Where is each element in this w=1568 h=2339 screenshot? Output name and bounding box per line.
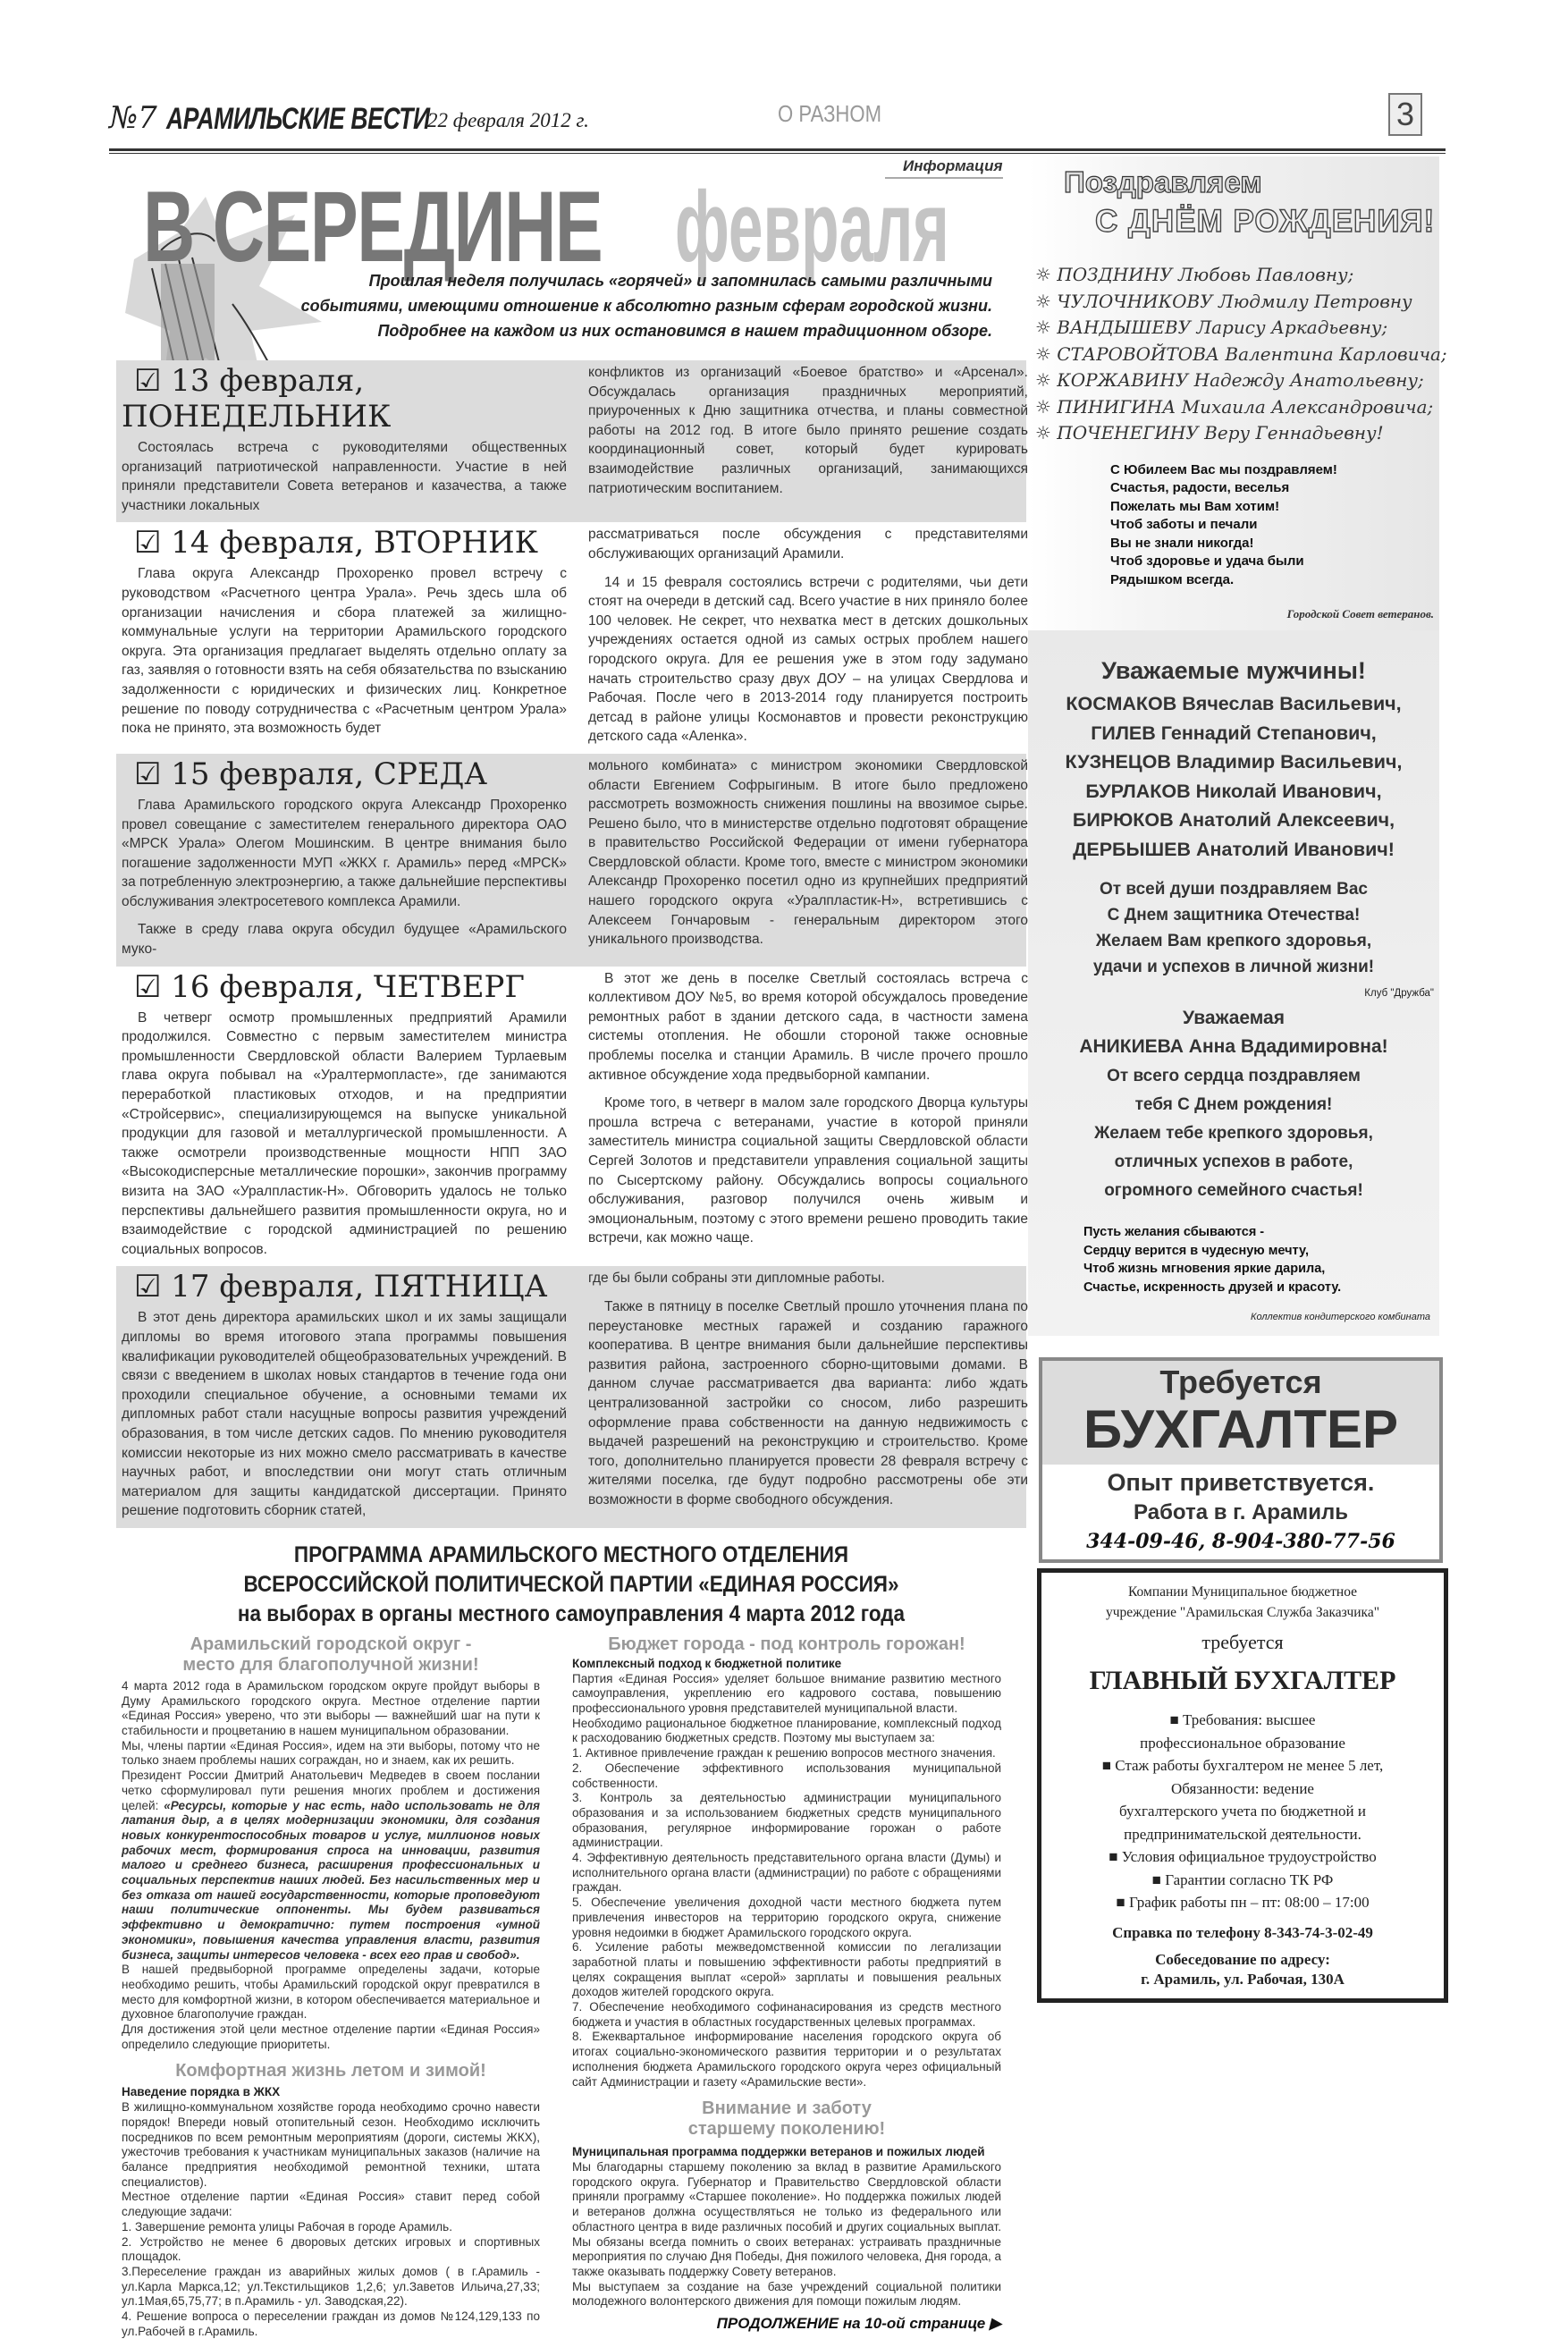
article-title-accent: февраля [675, 171, 949, 283]
paragraph: 4. Эффективную деятельность представительного органа власти (Думы) и исполнительного органа власти (администрации) по работе с обращениями граждан. [572, 1851, 1001, 1895]
text-block [122, 1308, 567, 1521]
quote-intro: Президент России Дмитрий Анатольевич Медведев в своем послании четко сформулировал пути решения многих проблем и достижения целей: [122, 1769, 540, 1812]
text-block [588, 756, 1028, 950]
paragraph: Также в среду глава округа обсудил будущее «Арамильского муко- [122, 922, 567, 958]
right-column [1028, 156, 1448, 2003]
detail-line: ■ Условия официальное трудоустройство [1109, 1848, 1377, 1865]
paragraph: В этот же день в поселке Светлый состоялась встреча с коллективом ДОУ №5, во время которой обсуждалось проведение ремонтных работ в здании детского сада, в частности замена системы отопления. Не обошли стороной также основные проблемы поселка и станции Арамиль. В числе прочего прошло активное обсуждение хода предвыборной кампании. [588, 970, 1028, 1083]
wish-line: От всей души поздравляем Вас [1100, 880, 1368, 899]
subheading: Бюджет города - под контроль горожан! [608, 1634, 965, 1654]
poem-line: Сердцу верится в чудесную мечту, [1083, 1243, 1310, 1258]
paragraph: Мы выступаем за создание на базе учреждений социальной политики молодежного волонтерского движения для помощи пожилым людям. [572, 2279, 1001, 2309]
text-block [572, 1672, 1001, 2090]
day-heading: ☑ 14 февраля, ВТОРНИК [134, 525, 538, 562]
address-line: Собеседование по адресу: [1155, 1950, 1330, 1968]
text-block [1083, 1223, 1439, 1296]
text-block [588, 969, 1028, 1248]
company-line: учреждение "Арамильская Служба Заказчика" [1105, 1605, 1380, 1620]
poem-line: Пожелать мы Вам хотим! [1110, 498, 1280, 514]
name-item: ДЕРБЫШЕВ Анатолий Иванович! [1073, 838, 1395, 860]
paragraph: Глава округа Александр Прохоренко провел встречу с руководством «Расчетного центра Урала». Речь здесь шла об организации начисления и сбора платежей за жилищно-коммунальные услуги на территории Арамильского городского округа. Эта организация предлагает выделять отдельно оплату за газ, заявляя о готовности взять на себя обязательства по взысканию задолженности с юридических и физических лиц. Конкретное решение по поводу сотрудничества с «Расчетным центром Урала» пока не принято, эта возможность будет [122, 566, 567, 737]
intro-line: Прошлая неделя получилась «горячей» и запомнилась самыми различными [368, 272, 992, 290]
name-item: ☼ ПИНИГИНА Михаила Александровича; [1035, 395, 1434, 418]
paragraph: конфликтов из организаций «Боевое братство» и «Арсенал». Обсуждалась организация праздничных мероприятий, приуроченных к Дню защитника отчества, и планы совместной работы на 2012 год. В итоге было принято решение создать координационный совет, который будет курировать взаимодействие различных организаций, занимающихся патриотическим воспитанием. [588, 365, 1028, 496]
program-left-column [122, 1634, 540, 2339]
poem-line: Пусть желания сбываются - [1083, 1225, 1265, 1239]
page-number: 3 [1388, 93, 1422, 136]
detail-line: предпринимательской деятельности. [1124, 1825, 1361, 1843]
ad-position: ГЛАВНЫЙ БУХГАЛТЕР [1089, 1666, 1396, 1695]
paragraph: В четверг осмотр промышленных предприятий Арамили продолжился. Совместно с первым заместителем министра промышленности Свердловской области Валерием Турлаевым глава округа побывал на «Уралтермопласте», где занимаются переработкой пластиковых отходов, и на предприятии «Стройсервис», специализирующемся на выпуске уникальной продукции для газовой и металлургической промышленности. А также осмотрели производственные мощности НПП ЗАО «Высокодисперсные металлические порошки», закончив программу визита на ЗАО «Уралпластик-Н». Обговорить удалось не только перспективы дальнейшего развития промышленности округа, но и взаимодействие с городской администрацией по решению социальных вопросов. [122, 1009, 567, 1257]
text-block [122, 564, 567, 738]
program-title [129, 1541, 1014, 1629]
text-block [1028, 876, 1439, 980]
program-title-line: ПРОГРАММА АРАМИЛЬСКОГО МЕСТНОГО ОТДЕЛЕНИЯ [293, 1541, 849, 1567]
paragraph: В этот день директора арамильских школ и их замы защищали дипломы во время итогового этапа программы повышения квалификации руководителей общеобразовательных учреждений. В связи с введением в школах новых стандартов в течение года они проходили специальное обучение, а основными темами их дипломных работ стали насущные вопросы развития учреждений образования, в том числе детских садов. По мнению руководителя комиссии некоторые из них можно смело рассматривать в качестве научных работ, и впоследствии они могут стать отличным материалом для защиты кандидатской диссертации. Принято решение подготовить сборник статей, [122, 1310, 567, 1519]
day-heading: ☑ 15 февраля, СРЕДА [134, 756, 488, 792]
paragraph: рассматриваться после обсуждения с представителями обслуживающих организаций Арамили. [588, 527, 1028, 562]
text-block [122, 1009, 567, 1260]
paragraph: 8. Ежеквартальное информирование населения городского округа об итогах социально-экономического развития территории и о результатах исполнения бюджета Арамильского городского округа через официальный сайт Администрации и газету «Арамильские вести». [572, 2030, 1001, 2089]
name-item: КОСМАКОВ Вячеслав Васильевич, [1066, 693, 1402, 714]
ad-location: Работа в г. Арамиль [1134, 1500, 1348, 1524]
day-section-wednesday [116, 754, 1026, 967]
paragraph: В нашей предвыборной программе определены задачи, которые необходимо решить, чтобы Арамильский городской округ превратился в место для комфортной жизни, в котором обеспечивается материальное и духовное благополучие граждан. [122, 1963, 540, 2022]
article-intro [250, 268, 992, 343]
day-section-monday [116, 360, 1026, 522]
name-item: БУРЛАКОВ Николай Иванович, [1085, 780, 1382, 802]
name-item: ☼ СТАРОВОЙТОВА Валентина Карловича; [1035, 342, 1447, 365]
name-item: ☼ ПОЗДНИНУ Любовь Павловну; [1035, 264, 1354, 285]
poem-line: Чтоб заботы и печали [1110, 517, 1258, 532]
poem-line: Вы не знали никогда! [1110, 535, 1254, 551]
signature: Городской Совет ветеранов. [1286, 607, 1434, 621]
day-heading: ☑ 13 февраля, [134, 363, 365, 399]
paragraph: 3. Контроль за деятельностью администрации муниципального образования и за использованием бюджетных средств муниципального образования, регулярное информирование горожан о работе администрации. [572, 1791, 1001, 1850]
subheading: Арамильский городской округ - [190, 1634, 472, 1654]
paragraph: 3.Переселение граждан из аварийных жилых домов ( в г.Арамиль - ул.Карла Маркса,12; ул.Текстильщиков 1,2,6; ул.Заветов Ильича,27,33; ул.1Мая,65,75,77; в п.Арамиль - ул. Заводская,22). [122, 2264, 540, 2309]
text-block [122, 796, 567, 959]
text-block [122, 438, 567, 515]
newspaper-name: АРАМИЛЬСКИЕ ВЕСТИ [166, 102, 430, 136]
text-block [1041, 1950, 1444, 1989]
paragraph: 6. Усиление работы межведомственной комиссии по легализации заработной платы и повышению эффективности работы предприятий в целях сокращения выплат «серой» зарплаты и повышения реальных доходов жителей городского округа. [572, 1940, 1001, 1999]
detail-line: ■ Стаж работы бухгалтером не менее 5 лет, [1101, 1757, 1384, 1774]
job-ad-chief-accountant [1037, 1568, 1448, 2003]
issue-number: №7 [109, 100, 157, 136]
text-block [122, 1679, 540, 1769]
wish-line: С Днем защитника Отечества! [1107, 906, 1361, 925]
ad-phone: Справка по телефону 8-343-74-3-02-49 [1112, 1923, 1373, 1941]
subheading: старшему поколению! [687, 2119, 886, 2140]
paragraph: Состоялась встреча с руководителями общественных организаций патриотической направленности. Участие в ней приняли представители Совета ветеранов и казачества, а также участники локальных [122, 440, 567, 513]
text-block [122, 2100, 540, 2339]
ad-position: БУХГАЛТЕР [1083, 1399, 1399, 1459]
bold-heading: Наведение порядка в ЖКХ [122, 2085, 281, 2099]
ad-required: требуется [1201, 1631, 1284, 1653]
name-item: КУЗНЕЦОВ Владимир Васильевич, [1065, 751, 1403, 773]
paragraph: 4 марта 2012 года в Арамильском городском округе пройдут выборы в Думу Арамильского городского округа. Местное отделение партии «Единая Россия» уверено, что эти выборы — важнейший шаг на пути к стабильности и процветанию в нашем муниципальном образовании. [122, 1678, 540, 1738]
text-block [1041, 1582, 1444, 1623]
text-block [588, 1269, 1028, 1509]
paragraph: Местное отделение партии «Единая Россия» ставит перед собой следующие задачи: [122, 2190, 540, 2219]
paragraph: Партия «Единая Россия» уделяет большое внимание развитию местного самоуправления, укреплению его кадрового состава, повышению профессионального уровня представителей муниципальной власти. [572, 1671, 1001, 1716]
bold-heading: Муниципальная программа поддержки ветеранов и пожилых людей [572, 2145, 985, 2159]
day-section-friday [116, 1266, 1026, 1528]
poem-line: С Юбилеем Вас мы поздравляем! [1110, 461, 1337, 477]
text-block [1110, 461, 1439, 590]
company-line: Компании Муниципальное бюджетное [1127, 1584, 1358, 1600]
bold-heading: Комплексный подход к бюджетной политике [572, 1656, 842, 1670]
greeting-title: Уважаемая [1183, 1008, 1285, 1028]
name-item: ГИЛЕВ Геннадий Степанович, [1091, 722, 1377, 744]
subheading: место для благополучной жизни! [182, 1654, 479, 1675]
paragraph: Для достижения этой цели местное отделение партии «Единая Россия» определило следующие приоритеты. [122, 2022, 540, 2051]
defender-day-greetings [1028, 630, 1439, 1336]
detail-line: ■ Гарантии согласно ТК РФ [1151, 1870, 1334, 1888]
day-heading: ☑ 17 февраля, ПЯТНИЦА [134, 1269, 548, 1305]
paragraph: Глава Арамильского городского округа Александр Прохоренко провел совещание с заместителем генерального директора ОАО «МРСК Урала» Олегом Мошинским. В центре внимания было погашение задолженности МУП «ЖКХ г. Арамиль» перед «МРСК» за потребленную электроэнергию, а также дальнейшие перспективы обслуживания электросетевого комплекса Арамили. [122, 797, 567, 909]
paragraph: 7. Обеспечение необходимого софинанасирования из средств местного бюджета и участия в областных государственных целевых программах. [572, 2000, 1001, 2029]
paragraph: где бы были собраны эти дипломные работы. [588, 1271, 885, 1287]
wish-line: От всего сердца поздравляем [1107, 1067, 1361, 1085]
program-title-line: на выборах в органы местного самоуправления 4 марта 2012 года [237, 1600, 906, 1626]
article-title-main: В СЕРЕДИНЕ [143, 171, 603, 283]
paragraph: Также в пятницу в поселке Светлый прошло уточнения плана по переустановке местных гаражей и созданию гаражного кооператива. В центре внимания были дальнейшие перспективы развития района, застроенного сборно-щитовыми домами. В данном случае рассматривается два варианта: либо ждать централизованной застройки со сносом, либо разрешить оформление права собственности на данную недвижимость с выдачей разрешений на реконструкцию и строительство. Кроме того, дополнительно планируется провести 28 февраля встречу с жителями поселка, где будут подробно рассмотрены обе эти возможности в форме свободного обсуждения. [588, 1298, 1028, 1507]
wish-line: Желаем Вам крепкого здоровья, [1095, 932, 1372, 950]
wish-line: удачи и успехов в личной жизни! [1092, 958, 1375, 976]
text-block [1041, 1709, 1444, 1914]
birthday-greetings [1028, 156, 1447, 630]
paragraph: 1. Активное привлечение граждан к решению вопросов местного значения. [572, 1746, 996, 1761]
text-block [588, 363, 1028, 498]
wish-line: огромного семейного счастья! [1104, 1181, 1363, 1200]
paragraph: 14 и 15 февраля состоялись встречи с родителями, чьи дети стоят на очереди в детский сад. Всего участие в них приняло более 100 человек. Не секрет, что нехватка мест в детских дошкольных учреждениях остается одной из самых острых проблем нашего городского округа. Для ее решения уже в этом году задумано начать строительство сразу двух ДОУ – на улицах Свердлова и Рабочая. После чего в 2013-2014 году планируется построить детсад в районе улицы Космонавтов и провести реконструкцию детского сада «Аленка». [588, 574, 1028, 745]
detail-line: Обязанности: ведение [1171, 1779, 1314, 1797]
paragraph: 4. Решение вопроса о переселении граждан из домов №124,129,133 по ул.Рабочей в г.Арамиль. [122, 2309, 540, 2338]
program-title-line: ВСЕРОССИЙСКОЙ ПОЛИТИЧЕСКОЙ ПАРТИИ «ЕДИНАЯ РОССИЯ» [243, 1571, 899, 1597]
paragraph: 1. Завершение ремонта улицы Рабочая в городе Арамиль. [122, 2219, 452, 2233]
name-item: ☼ ЧУЛОЧНИКОВУ Людмилу Петровну [1035, 290, 1412, 312]
issue-date: 22 февраля 2012 г. [427, 109, 589, 131]
detail-line: ■ График работы пн – пт: 08:00 – 17:00 [1116, 1894, 1370, 1911]
ad-experience: Опыт приветствуется. [1107, 1469, 1375, 1496]
greeting-title: Уважаемые мужчины! [1101, 657, 1366, 684]
text-block [122, 1963, 540, 2052]
program-right-column [572, 1634, 1001, 2339]
poem-line: Счастье, искренность друзей и красоту. [1083, 1279, 1342, 1295]
day-heading: ☑ 16 февраля, ЧЕТВЕРГ [134, 968, 525, 1005]
wish-line: отличных успехов в работе, [1114, 1153, 1353, 1171]
name-item: ☼ ПОЧЕНЕГИНУ Веру Геннадьевну! [1035, 422, 1384, 443]
paragraph: мольного комбината» с министром экономики Свердловской области Евгением Софрыгиным. В итоге было предложено рассмотреть возможность снижения пошлины на ввозимое сырье. Решено было, что в министерстве отдельно подготовят обращение в правительство Российской Федерации от имени губернатора Свердловской области. Кроме того, вместе с министром экономики Александр Прохоренко посетил одно из крупнейших предприятий нашего городского округа «Уралпластик-Н», встретившись с Алексеем Гончаровым - генеральным директором этого уникального производства. [588, 757, 1028, 948]
detail-line: бухгалтерского учета по бюджетной и [1119, 1803, 1366, 1820]
paragraph: 2. Устройство не менее 6 дворовых детских игровых и спортивных площадок. [122, 2234, 540, 2264]
birthday-title: Поздравляем [1064, 165, 1262, 198]
intro-line: событиями, имеющими отношение к абсолютно разным сферам городской жизни. [300, 297, 992, 315]
header-rule [109, 148, 1446, 151]
detail-line: профессиональное образование [1140, 1734, 1345, 1752]
paragraph: Кроме того, в четверг в малом зале городского Дворца культуры прошла встреча с ветеранами, участие в которой приняли заместитель министра социальной защиты Свердловской области Сергей Золотов и представители управления социальной защиты по Сысертскому району. Обсуждались вопросы социального обслуживания, разговор получился очень живым и эмоциональным, поэтому с этого времени решено проводить такие встречи, как можно чаще. [588, 1095, 1028, 1246]
ad-required: Требуется [1159, 1364, 1322, 1400]
header-rule-thin [109, 153, 1446, 154]
detail-line: ■ Требования: высшее [1169, 1711, 1316, 1728]
name-item: БИРЮКОВ Анатолий Алексеевич, [1072, 809, 1395, 831]
birthday-subtitle: С ДНЁМ РОЖДЕНИЯ! [1095, 204, 1436, 239]
continuation-link[interactable]: ПРОДОЛЖЕНИЕ на 10-ой странице ▶ [716, 2315, 1001, 2333]
paragraph: 5. Обеспечение увеличения доходной части местного бюджета путем привлечения инвесторов на территорию городского округа, снижение уровня недоимки в бюджет Арамильского городского округа. [572, 1896, 1001, 1939]
ad-phones: 344-09-46, 8-904-380-77-56 [1086, 1530, 1395, 1553]
greeting-name: АНИКИЕВА Анна Вдадимировна! [1079, 1036, 1388, 1057]
wish-line: Желаем тебе крепкого здоровья, [1094, 1124, 1373, 1143]
subheading: Комфортная жизнь летом и зимой! [175, 2061, 486, 2081]
quote-paragraph [122, 1769, 540, 1963]
poem-line: Рядышком всегда. [1110, 571, 1235, 587]
signature: Коллектив кондитерского комбината [1250, 1312, 1430, 1322]
job-ad-accountant [1039, 1357, 1443, 1563]
day-section-thursday [116, 967, 1026, 1267]
day-section-tuesday [116, 522, 1026, 754]
name-item: ☼ КОРЖАВИНУ Надежду Анатольевну; [1035, 369, 1424, 391]
text-block [1035, 262, 1447, 447]
signature: Клуб "Дружба" [1364, 988, 1434, 999]
paragraph: Необходимо рациональное бюджетное планирование, комплексный подход к расходованию бюджетных средств. Поэтому мы выступаем за: [572, 1716, 1001, 1745]
section-name: О РАЗНОМ [778, 100, 881, 127]
text-block [588, 525, 1028, 747]
day-heading-weekday: ПОНЕДЕЛЬНИК [122, 399, 392, 435]
paragraph: В жилищно-коммунальном хозяйстве города необходимо срочно навести порядок! Впереди новый отопительный сезон. Необходимо исключить посредников по всем ремонтным мероприятиям (дороги, системы ЖКХ), ужесточив требования к участникам муниципальных заказов (наличие на балансе предприятия необходимой ремонтной техники, штата специалистов). [122, 2100, 540, 2189]
address-line: г. Арамиль, ул. Рабочая, 130А [1141, 1970, 1345, 1988]
text-block [1028, 689, 1439, 864]
rubric-label: Информация [885, 157, 1003, 179]
president-quote: «Ресурсы, которые у нас есть, надо использовать не для латания дыр, а в целях модернизации экономики, для создания новых конкурентоспособных товаров и услуг, миллионов новых рабочих мест, формирования спроса на инновации, развития малого и среднего бизнеса, расширения профессиональных и социальных перспектив наших людей. Без насильственных мер и без отказа от нашей государственности, которые проповедуют наши политические оппоненты. Мы будем развиваться эффективно и демократично: путем построения «умной экономики», повышения качества управления власти, развития бизнеса, защиты интересов человека - всех его прав и свобод». [122, 1798, 540, 1962]
paragraph: Мы благодарны старшему поколению за вклад в развитие Арамильского городского округа. Губернатор и Правительство Свердловской области приняли программу «Старшее поколение». Но поддержка пожилых людей и ветеранов должна осуществляться не только из федерального или областного центра в виде различных пособий и других социальных выплат. Мы обязаны всегда помнить о своих ветеранах: устраивать праздничные мероприятия по случаю Дня Победы, Дня пожилого человека, Дня города, а также оказывать поддержку Совету ветеранов. [572, 2160, 1001, 2278]
intro-line: Подробнее на каждом из них остановимся в нашем традиционном обзоре. [377, 322, 992, 340]
name-item: ☼ ВАНДЫШЕВУ Ларису Аркадьевну; [1035, 317, 1388, 338]
subheading: Внимание и заботу [702, 2098, 872, 2119]
poem-line: Счастья, радости, веселья [1110, 480, 1290, 495]
wish-line: тебя С Днем рождения! [1134, 1095, 1333, 1114]
paragraph: 2. Обеспечение эффективного использования муниципальной собственности. [572, 1761, 1001, 1790]
paragraph: Мы, члены партии «Единая Россия», идем на эти выборы, потому что не только знаем проблемы наших сограждан, но и знаем, как их решить. [122, 1738, 540, 1768]
text-block [1028, 1062, 1439, 1205]
poem-line: Чтоб жизнь мгновения яркие дарила, [1083, 1262, 1326, 1276]
poem-line: Чтоб здоровье и удача были [1110, 553, 1304, 569]
main-article-area [116, 360, 1026, 2339]
text-block [572, 2160, 1001, 2309]
